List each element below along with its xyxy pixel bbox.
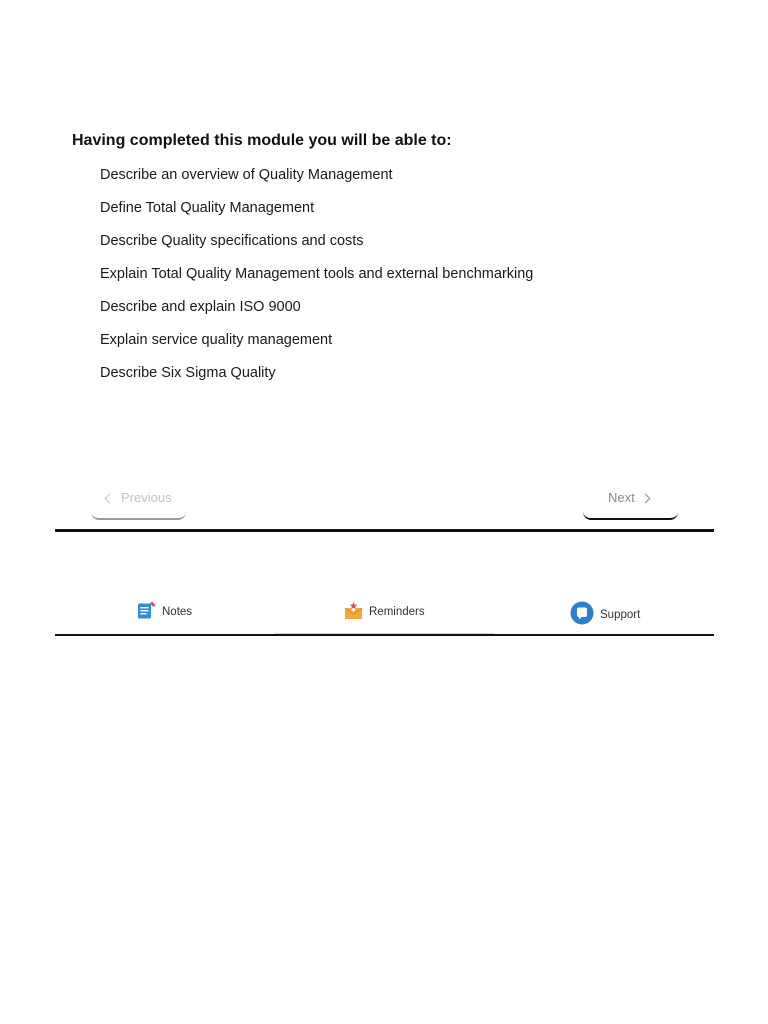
objective-item: Describe an overview of Quality Management xyxy=(100,167,393,183)
previous-button[interactable] xyxy=(91,488,186,520)
objective-item: Explain service quality management xyxy=(100,332,333,348)
reminders-icon xyxy=(344,601,363,623)
objective-item: Describe and explain ISO 9000 xyxy=(100,299,301,315)
objective-item: Explain Total Quality Management tools and external benchmarking xyxy=(100,266,534,282)
support-icon xyxy=(570,601,594,628)
section-divider xyxy=(55,529,714,532)
module-toolbar xyxy=(55,596,714,636)
reminders-label: Reminders xyxy=(369,606,425,618)
next-button[interactable] xyxy=(583,488,678,520)
previous-button-label: Previous xyxy=(121,490,172,505)
notes-label: Notes xyxy=(162,606,193,618)
support-button[interactable] xyxy=(570,601,640,628)
chevron-right-icon xyxy=(640,494,650,504)
toolbar-bottom-divider xyxy=(55,634,714,636)
objective-item: Describe Quality specifications and costs xyxy=(100,233,364,249)
notes-icon xyxy=(137,601,156,623)
chevron-left-icon xyxy=(105,494,115,504)
support-label: Support xyxy=(600,608,641,621)
objectives-list xyxy=(100,165,712,396)
objectives-heading: Having completed this module you will be able to: xyxy=(72,132,452,149)
next-button-label: Next xyxy=(608,490,635,505)
notes-button[interactable] xyxy=(137,601,192,623)
objective-item: Define Total Quality Management xyxy=(100,200,315,216)
reminders-button[interactable] xyxy=(344,601,425,623)
objective-item: Describe Six Sigma Quality xyxy=(100,365,276,381)
learning-objectives xyxy=(72,129,712,396)
